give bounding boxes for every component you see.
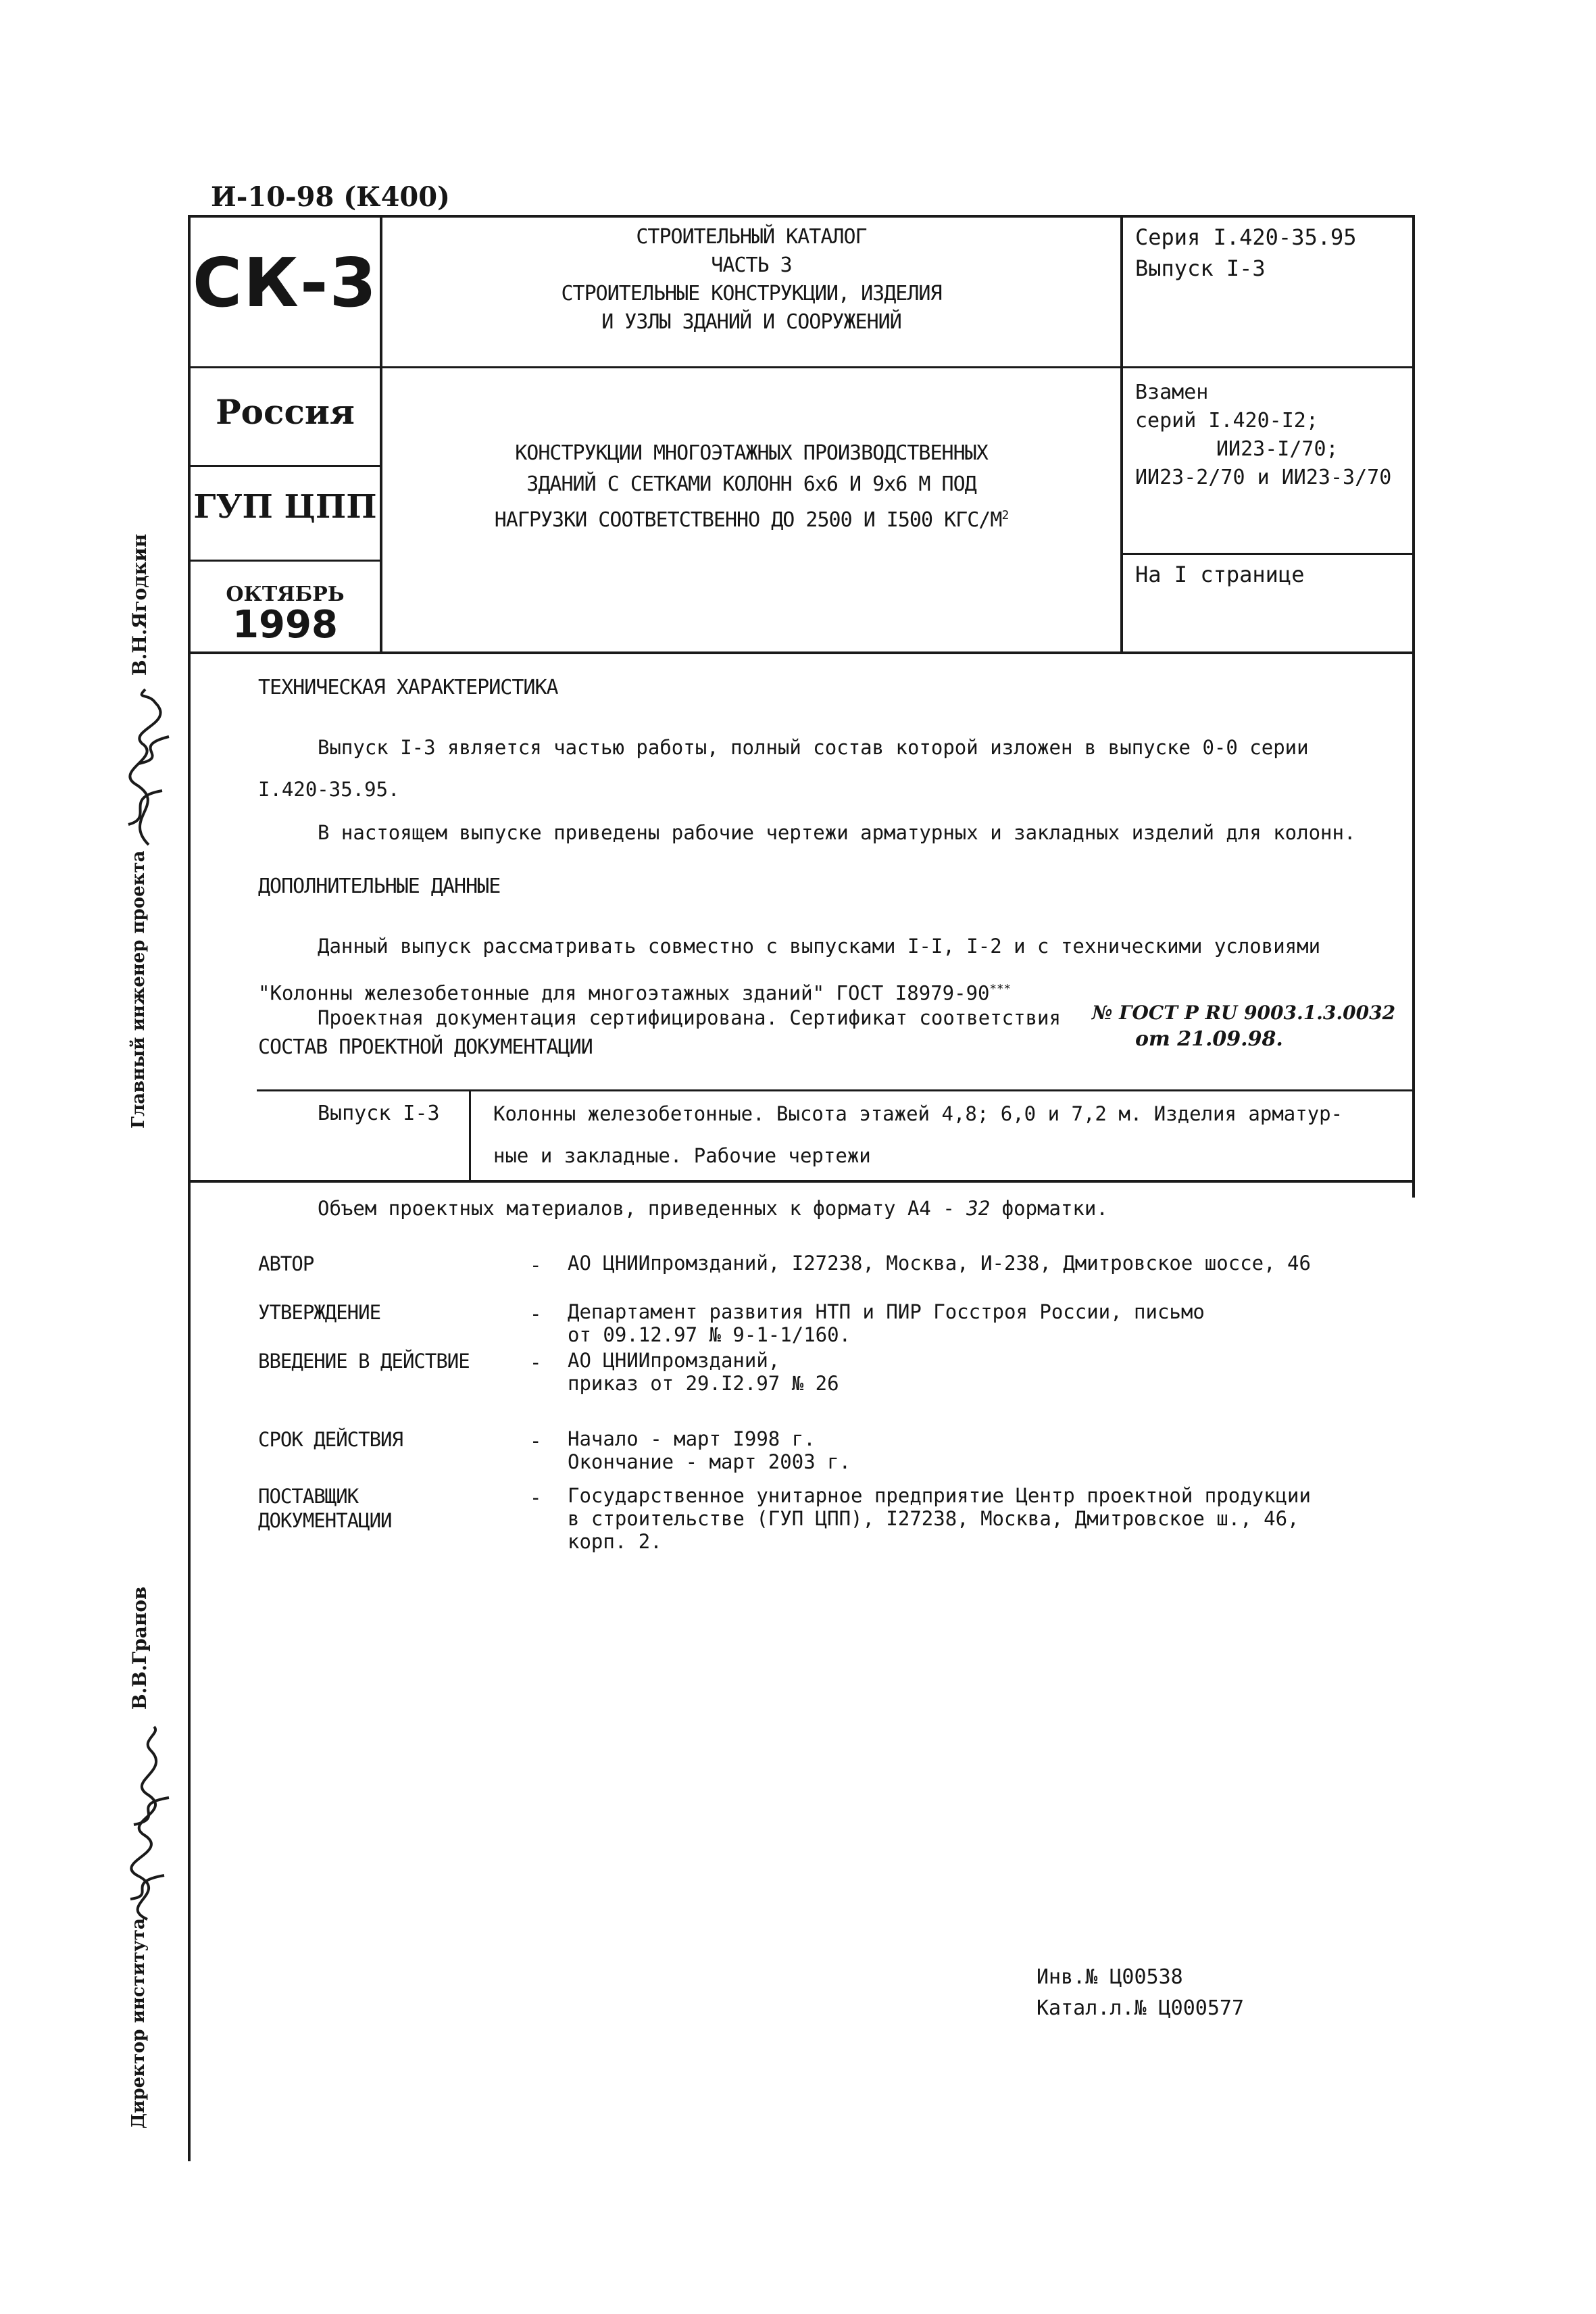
detail-value (568, 1252, 1311, 1275)
gost-superscript: *** (989, 983, 1011, 996)
composition-desc-1: Колонны железобетонные. Высота этажей 4,8; 6,0 и 7,2 м. Изделия арматур- (493, 1102, 1343, 1125)
composition-desc-2: ные и закладные. Рабочие чертежи (493, 1144, 871, 1167)
detail-dash: - (530, 1351, 542, 1374)
detail-label-line: ВВЕДЕНИЕ В ДЕЙСТВИЕ (258, 1350, 470, 1373)
extra-paragraph-1: Данный выпуск рассматривать совместно с выпусками I-I, I-2 и с техническими условиями (318, 935, 1321, 958)
issue-bottom-line (188, 1180, 1415, 1183)
extra-paragraph-2 (258, 976, 1011, 1007)
right-row2-line (1120, 553, 1415, 555)
detail-label (258, 1349, 470, 1373)
detail-value-line: Государственное унитарное предприятие Центр проектной продукции (568, 1484, 1311, 1507)
org-label: ГУП ЦПП (193, 488, 377, 526)
director-label: Директор института (128, 1918, 149, 2129)
country-label: Россия (216, 392, 355, 432)
detail-value-line: Департамент развития НТП и ПИР Госстроя России, письмо (568, 1300, 1205, 1323)
detail-value-line: приказ от 29.I2.97 № 26 (568, 1372, 839, 1395)
page-note: На I странице (1135, 562, 1305, 587)
chief-engineer-label: Главный инженер проекта (128, 850, 149, 1129)
catalog-sheet-value: Ц000577 (1158, 1996, 1245, 2020)
detail-label-line: УТВЕРЖДЕНИЕ (258, 1301, 381, 1324)
catalog-line-1: СТРОИТЕЛЬНЫЙ КАТАЛОГ (636, 225, 867, 249)
tech-paragraph-1a: Выпуск I-3 является частью работы, полный состав которой изложен в выпуске 0-0 серии (318, 736, 1309, 759)
catalog-line-4: И УЗЛЫ ЗДАНИЙ И СООРУЖЕНИЙ (601, 310, 901, 334)
title-line-3: НАГРУЗКИ СООТВЕТСТВЕННО ДО 2500 И I500 КГС/М (494, 508, 1002, 532)
series-number: Серия I.420-35.95 (1135, 224, 1357, 250)
detail-label (258, 1300, 380, 1325)
issue-divider-line (469, 1089, 471, 1181)
tech-paragraph-1b: I.420-35.95. (258, 778, 400, 801)
detail-dash: - (530, 1429, 542, 1452)
header-row1-line (188, 366, 1415, 368)
detail-value-line: корп. 2. (568, 1530, 662, 1553)
month-label: ОКТЯБРЬ (226, 583, 345, 606)
extra-heading: ДОПОЛНИТЕЛЬНЫЕ ДАННЫЕ (258, 875, 501, 898)
replaces-line-4: ИИ23-2/70 и ИИ23-3/70 (1135, 466, 1392, 489)
volume-line (318, 1195, 1108, 1222)
catalog-line-2: ЧАСТЬ 3 (711, 253, 792, 277)
replaces-line-3: ИИ23-I/70; (1216, 437, 1339, 461)
detail-label (258, 1484, 392, 1533)
document-code: И-10-98 (К400) (211, 181, 450, 213)
detail-label-line: ПОСТАВЩИК (258, 1485, 359, 1508)
detail-dash: - (530, 1486, 542, 1509)
title-superscript: 2 (1001, 508, 1009, 522)
header-bottom-line (188, 651, 1415, 654)
detail-value-line: Окончание - март 2003 г. (568, 1450, 851, 1473)
composition-heading: СОСТАВ ПРОЕКТНОЙ ДОКУМЕНТАЦИИ (258, 1035, 593, 1059)
composition-issue: Выпуск I-3 (318, 1102, 440, 1125)
detail-label (258, 1427, 403, 1452)
catalog-sheet-label: Катал.л.№ (1037, 1996, 1147, 2020)
logo-sk3: СК-3 (192, 243, 378, 322)
director-signature (107, 1723, 188, 1926)
volume-unit: форматки. (1001, 1197, 1108, 1220)
tech-paragraph-2: В настоящем выпуске приведены рабочие чертежи арматурных и закладных изделий для колонн. (318, 821, 1356, 844)
detail-dash: - (530, 1302, 542, 1325)
year-label: 1998 (232, 603, 338, 647)
volume-count: 32 (966, 1197, 991, 1220)
frame-top (188, 215, 1415, 218)
series-block (1135, 222, 1357, 284)
issue-top-line (257, 1089, 1415, 1091)
detail-value (568, 1484, 1311, 1553)
series-issue: Выпуск I-3 (1135, 255, 1266, 281)
title-line-2: ЗДАНИЙ С СЕТКАМИ КОЛОНН 6х6 И 9х6 М ПОД (526, 472, 976, 496)
frame-right (1412, 215, 1415, 1198)
detail-label-line: ДОКУМЕНТАЦИИ (258, 1509, 392, 1532)
inventory-line (1037, 1964, 1183, 1991)
certificate-number: № ГОСТ Р RU 9003.1.3.0032 (1092, 1002, 1396, 1024)
catalog-line-3: СТРОИТЕЛЬНЫЕ КОНСТРУКЦИИ, ИЗДЕЛИЯ (561, 282, 942, 305)
inventory-value: Ц00538 (1109, 1965, 1183, 1989)
tech-heading: ТЕХНИЧЕСКАЯ ХАРАКТЕРИСТИКА (258, 676, 558, 699)
title-line-1: КОНСТРУКЦИИ МНОГОЭТАЖНЫХ ПРОИЗВОДСТВЕННЫХ (515, 441, 988, 465)
detail-value (568, 1427, 851, 1473)
detail-label (258, 1252, 314, 1276)
detail-value-line: в строительстве (ГУП ЦПП), I27238, Москва, Дмитровское ш., 46, (568, 1507, 1299, 1530)
detail-value-line: АО ЦНИИпромзданий, I27238, Москва, И-238, Дмитровское шоссе, 46 (568, 1252, 1311, 1275)
detail-label-line: АВТОР (258, 1252, 314, 1275)
left-row3-line (188, 560, 381, 562)
chief-engineer-signature (108, 683, 189, 852)
chief-engineer-name: В.Н.Ягодкин (128, 533, 151, 676)
detail-value (568, 1349, 839, 1395)
detail-value-line: АО ЦНИИпромзданий, (568, 1349, 780, 1372)
certificate-text: Проектная документация сертифицирована. Сертификат соответствия (318, 1006, 1061, 1029)
gost-reference: "Колонны железобетонные для многоэтажных зданий" ГОСТ I8979-90 (258, 981, 990, 1005)
inventory-label: Инв.№ (1037, 1965, 1098, 1989)
replaces-line-2: серий I.420-I2; (1135, 409, 1318, 433)
detail-dash: - (530, 1254, 542, 1277)
detail-value-line: Начало - март I998 г. (568, 1427, 816, 1450)
replaces-block (1135, 378, 1391, 492)
left-row2-line (188, 465, 381, 467)
replaces-line-1: Взамен (1135, 380, 1209, 404)
certificate-date: от 21.09.98. (1135, 1027, 1283, 1051)
volume-text: Объем проектных материалов, приведенных к формату А4 - (318, 1197, 955, 1220)
detail-value (568, 1300, 1205, 1346)
director-name: В.В.Гранов (128, 1586, 151, 1710)
catalog-heading (382, 223, 1120, 337)
detail-value-line: от 09.12.97 № 9-1-1/160. (568, 1323, 851, 1346)
header-col2-line (1120, 215, 1123, 653)
detail-label-line: СРОК ДЕЙСТВИЯ (258, 1428, 403, 1451)
document-title (382, 438, 1120, 536)
catalog-sheet-line (1037, 1995, 1244, 2022)
